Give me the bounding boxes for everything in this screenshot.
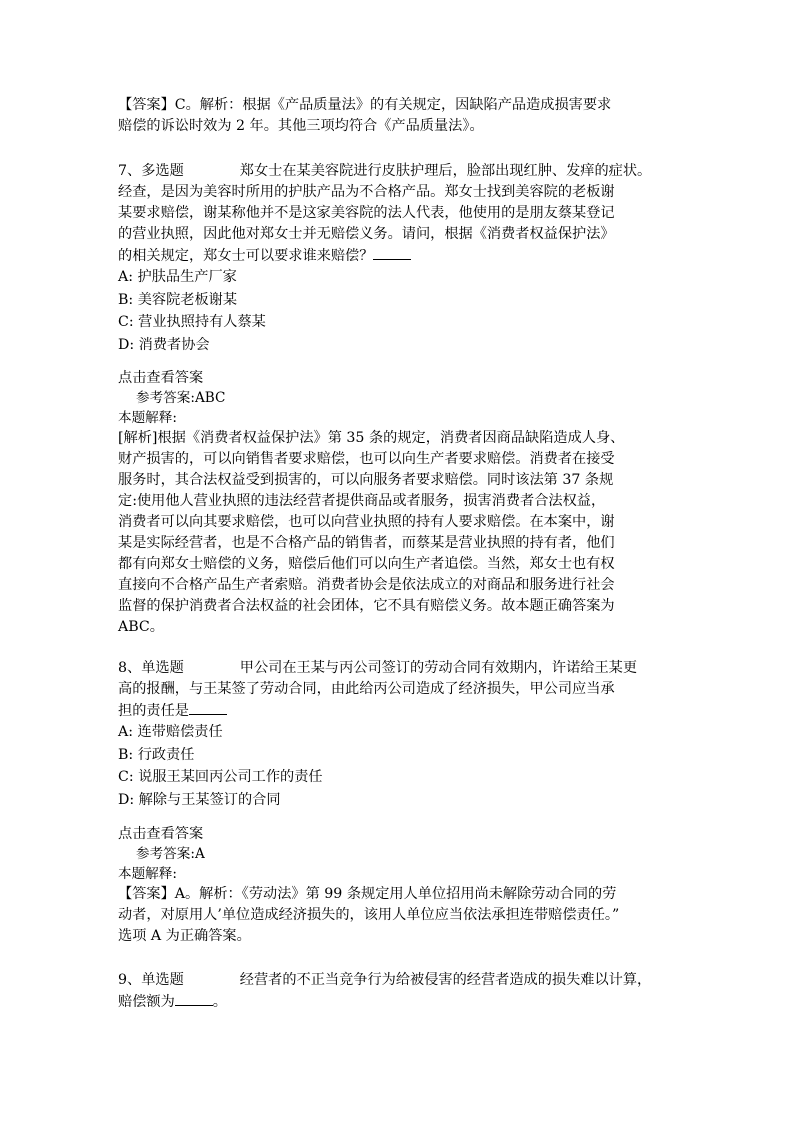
explanation-line: 都有向郑女士赔偿的义务，赔偿后他们可以向生产者追偿。当然，郑女士也有权 [118, 556, 615, 572]
explanation-line: 动者，对原用人’单位造成经济损失的，该用人单位应当依法承担连带赔偿责任。” [118, 907, 620, 923]
intro-line: 【答案】C。解析：根据《产品质量法》的有关规定，因缺陷产品造成损害要求 [118, 97, 612, 113]
question-7 [118, 161, 688, 356]
reference-answer: 参考答案:ABC [136, 390, 226, 406]
question-header: 9、单选题 [118, 972, 184, 988]
option-c: C: 营业执照持有人蔡某 [118, 314, 266, 330]
explanation-line: 财产损害的，可以向销售者要求赔偿，也可以向生产者要求赔偿。消费者在接受 [118, 451, 615, 467]
question-stem: 担的责任是 [118, 703, 189, 719]
question-stem: 的相关规定，郑女士可以要求谁来赔偿？ [118, 248, 374, 264]
question-header: 8、单选题 [118, 660, 184, 676]
explanation-line: [解析]根据《消费者权益保护法》第 35 条的规定，消费者因商品缺陷造成人身、 [118, 430, 625, 446]
option-a: A: 连带赔偿责任 [118, 724, 223, 740]
question-stem: 经查，是因为美容时所用的护肤产品为不合格产品。郑女士找到美容院的老板谢 [118, 184, 615, 200]
question-8-answer [118, 824, 688, 947]
explanation-line: 【答案】A。解析：《劳动法》第 99 条规定用人单位招用尚未解除劳动合同的劳 [118, 886, 617, 902]
answer-blank [175, 991, 213, 1006]
explanation-line: 选项 A 为正确答案。 [118, 928, 251, 944]
question-stem: 某要求赔偿，谢某称他并不是这家美容院的法人代表，他使用的是朋友蔡某登记 [118, 205, 615, 221]
question-header: 7、多选题 [118, 163, 184, 179]
option-b: B: 美容院老板谢某 [118, 291, 238, 308]
intro-answer [118, 95, 688, 137]
explanation-line: 监督的保护消费者合法权益的社会团体，它不具有赔偿义务。故本题正确答案为 [118, 598, 615, 614]
explanation-line: 服务时，其合法权益受到损害的，可以向服务者要求赔偿。同时该法第 37 条规 [118, 472, 614, 488]
question-7-answer [118, 368, 688, 638]
question-9 [118, 970, 688, 1012]
option-b: B: 行政责任 [118, 746, 195, 763]
intro-line: 赔偿的诉讼时效为 2 年。其他三项均符合《产品质量法》。 [118, 118, 484, 134]
explanation-line: 直接向不合格产品生产者索赔。消费者协会是依法成立的对商品和服务进行社会 [118, 577, 615, 593]
explanation-line: ABC。 [118, 619, 164, 635]
explanation-title: 本题解释: [118, 410, 177, 426]
reference-answer: 参考答案:A [136, 846, 205, 862]
option-d: D: 消费者协会 [118, 336, 210, 353]
question-stem: 的营业执照，因此他对郑女士并无赔偿义务。请问，根据《消费者权益保护法》 [118, 226, 615, 242]
option-a: A: 护肤品生产厂家 [118, 269, 237, 285]
question-stem: 经营者的不正当竞争行为给被侵害的经营者造成的损失难以计算， [239, 972, 652, 988]
question-stem: 赔偿额为 [118, 994, 175, 1010]
show-answer-link[interactable]: 点击查看答案 [118, 826, 204, 842]
explanation-line: 定:使用他人营业执照的违法经营者提供商品或者服务，损害消费者合法权益， [118, 493, 606, 509]
question-stem: 高的报酬，与王某签了劳动合同，由此给丙公司造成了经济损失，甲公司应当承 [118, 681, 615, 697]
show-answer-link[interactable]: 点击查看答案 [118, 370, 204, 386]
answer-blank [189, 700, 227, 715]
question-8 [118, 658, 688, 811]
explanation-title: 本题解释: [118, 866, 177, 882]
option-c: C: 说服王某回丙公司工作的责任 [118, 769, 323, 785]
answer-blank [373, 245, 411, 260]
explanation-line: 消费者可以向其要求赔偿，也可以向营业执照的持有人要求赔偿。在本案中，谢 [118, 514, 615, 530]
question-stem: 郑女士在某美容院进行皮肤护理后，脸部出现红肿、发痒的症状。 [239, 163, 652, 179]
explanation-line: 某是实际经营者，也是不合格产品的销售者，而蔡某是营业执照的持有者，他们 [118, 535, 615, 551]
question-stem-end: 。 [212, 994, 227, 1010]
question-stem: 甲公司在王某与丙公司签订的劳动合同有效期内，许诺给王某更 [239, 660, 638, 676]
option-d: D: 解除与王某签订的合同 [118, 791, 281, 808]
